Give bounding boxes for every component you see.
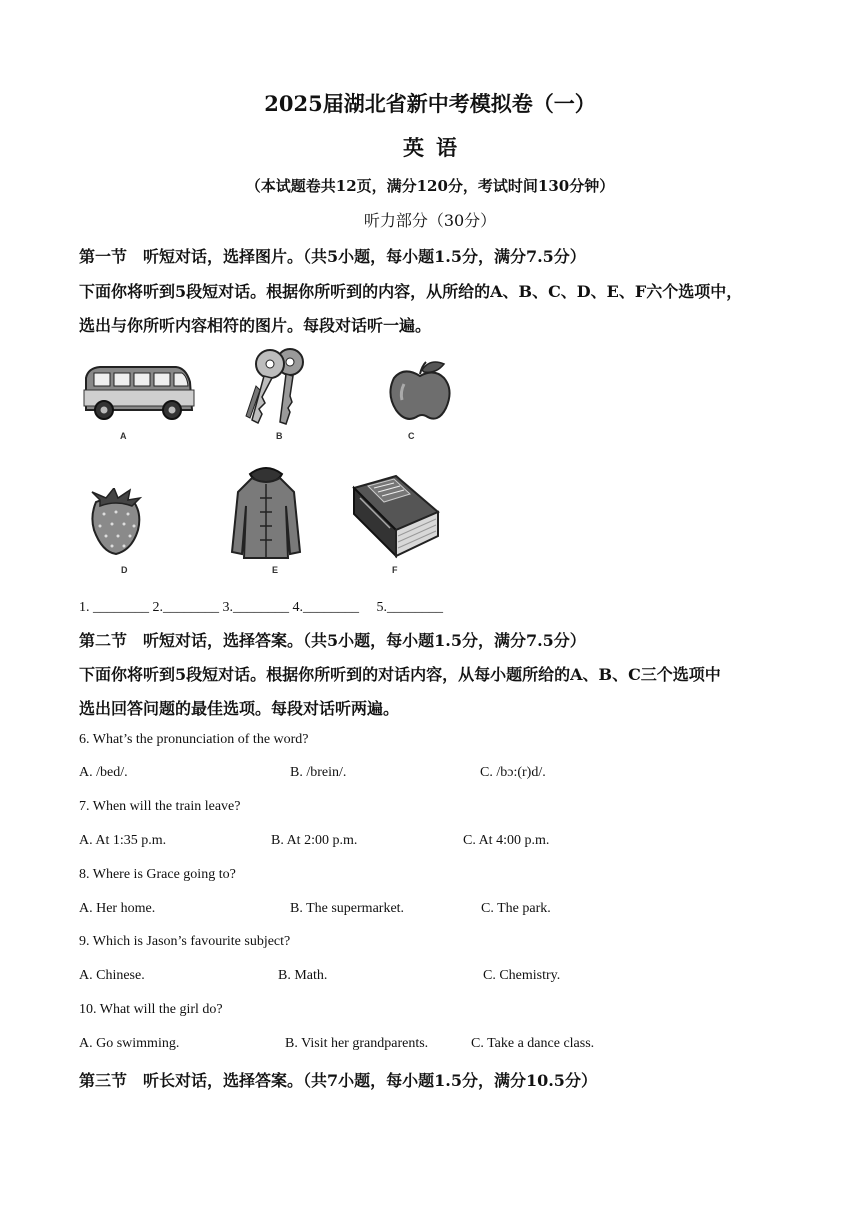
- question-6-option-b: B. /brein/.: [290, 765, 347, 780]
- question-8-option-c: C. The park.: [481, 901, 551, 916]
- section1-instruction-line1: 下面你将听到5段短对话。根据你所听到的内容，从所给的A、B、C、D、E、F六个选项中，: [79, 282, 743, 301]
- picture-label-f: F: [392, 565, 398, 575]
- question-9: 9. Which is Jason’s favourite subject?: [79, 934, 291, 949]
- picture-label-d: D: [121, 565, 128, 575]
- question-10-option-a: A. Go swimming.: [79, 1036, 180, 1051]
- question-6-option-a: A. /bed/.: [79, 765, 128, 780]
- section2-heading: 第二节 听短对话，选择答案。（共5小题，每小题1.5分，满分7.5分）: [79, 631, 586, 650]
- page-title: 2025届湖北省新中考模拟卷（一）: [264, 91, 596, 116]
- section2-instruction-line1: 下面你将听到5段短对话。根据你所听到的对话内容，从每小题所给的A、B、C三个选项中: [79, 665, 721, 684]
- picture-label-a: A: [120, 431, 127, 441]
- exam-info: （本试题卷共12页，满分120分，考试时间130分钟）: [245, 177, 615, 195]
- question-6: 6. What’s the pronunciation of the word?: [79, 732, 309, 747]
- question-6-option-c: C. /bɔ:(r)d/.: [480, 765, 546, 780]
- question-7-option-b: B. At 2:00 p.m.: [271, 833, 358, 848]
- apple-icon: [386, 356, 456, 424]
- dictionary-icon: [350, 472, 440, 560]
- strawberry-icon: [84, 488, 146, 556]
- question-10: 10. What will the girl do?: [79, 1002, 223, 1017]
- coat-icon: [230, 462, 302, 562]
- keys-icon: [238, 346, 314, 428]
- section1-instruction-line2: 选出与你所听内容相符的图片。每段对话听一遍。: [79, 316, 432, 335]
- question-9-option-c: C. Chemistry.: [483, 968, 561, 983]
- picture-label-b: B: [276, 431, 283, 441]
- picture-label-c: C: [408, 431, 415, 441]
- question-7-option-c: C. At 4:00 p.m.: [463, 833, 550, 848]
- question-10-option-c: C. Take a dance class.: [471, 1036, 595, 1051]
- question-9-option-a: A. Chinese.: [79, 968, 145, 983]
- question-8-option-b: B. The supermarket.: [290, 901, 405, 916]
- section2-instruction-line2: 选出回答问题的最佳选项。每段对话听两遍。: [79, 699, 400, 718]
- section3-heading: 第三节 听长对话，选择答案。（共7小题，每小题1.5分，满分10.5分）: [79, 1071, 597, 1090]
- subject-heading: 英语: [403, 135, 469, 160]
- question-7: 7. When will the train leave?: [79, 799, 241, 814]
- question-10-option-b: B. Visit her grandparents.: [285, 1036, 429, 1051]
- listening-part-heading: 听力部分（30分）: [363, 211, 497, 230]
- question-9-option-b: B. Math.: [278, 968, 328, 983]
- question-8-option-a: A. Her home.: [79, 901, 156, 916]
- section1-heading: 第一节 听短对话，选择图片。（共5小题，每小题1.5分，满分7.5分）: [79, 247, 586, 266]
- question-8: 8. Where is Grace going to?: [79, 867, 236, 882]
- section1-answer-blanks: 1. ________ 2.________ 3.________ 4.________ 5.________: [79, 600, 443, 615]
- bus-icon: [80, 360, 196, 422]
- picture-label-e: E: [272, 565, 279, 575]
- question-7-option-a: A. At 1:35 p.m.: [79, 833, 167, 848]
